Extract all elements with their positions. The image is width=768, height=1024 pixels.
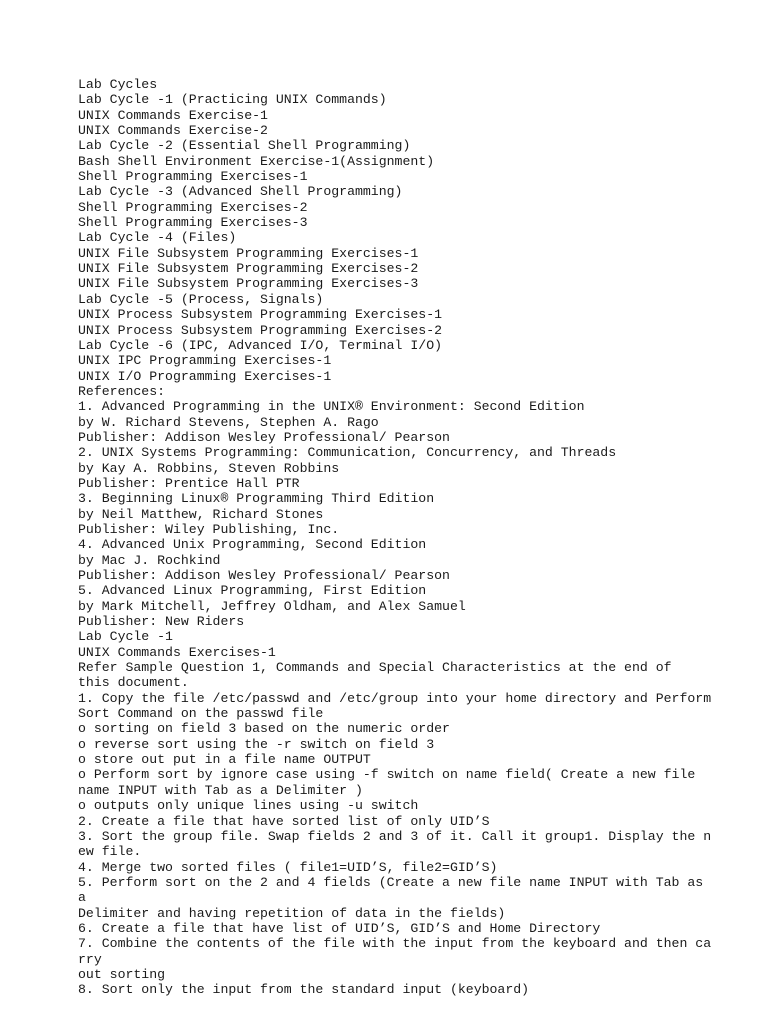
document-line: UNIX File Subsystem Programming Exercises-3 bbox=[78, 276, 419, 292]
document-line: rry bbox=[78, 951, 102, 967]
document-line: a bbox=[78, 890, 86, 906]
document-line: Lab Cycles bbox=[78, 77, 158, 92]
document-line: o sorting on field 3 based on the numeric order bbox=[78, 721, 450, 737]
document-line: Publisher: Wiley Publishing, Inc. bbox=[78, 521, 340, 537]
document-line: Bash Shell Environment Exercise-1(Assignment) bbox=[78, 153, 435, 169]
document-line: 4. Merge two sorted files ( file1=UID’S, file2=GID’S) bbox=[78, 859, 498, 875]
document-line: 5. Perform sort on the 2 and 4 fields (Create a new file name INPUT with Tab as bbox=[78, 874, 704, 890]
document-line: ew file. bbox=[78, 844, 142, 860]
document-line: name INPUT with Tab as a Delimiter ) bbox=[78, 782, 363, 798]
document-line: o outputs only unique lines using -u switch bbox=[78, 798, 419, 814]
document-line: 1. Copy the file /etc/passwd and /etc/group into your home directory and Perform bbox=[78, 690, 712, 706]
document-line: Publisher: Addison Wesley Professional/ Pearson bbox=[78, 429, 450, 445]
document-line: Sort Command on the passwd file bbox=[78, 706, 324, 722]
document-line: Lab Cycle -1 (Practicing UNIX Commands) bbox=[78, 92, 387, 108]
document-line: Lab Cycle -3 (Advanced Shell Programming) bbox=[78, 184, 403, 200]
document-line: UNIX Process Subsystem Programming Exercises-2 bbox=[78, 322, 443, 338]
document-line: 8. Sort only the input from the standard input (keyboard) bbox=[78, 982, 530, 998]
document-line: 3. Sort the group file. Swap fields 2 and 3 of it. Call it group1. Display the n bbox=[78, 828, 712, 844]
document-line: by W. Richard Stevens, Stephen A. Rago bbox=[78, 414, 379, 430]
document-line: UNIX Process Subsystem Programming Exercises-1 bbox=[78, 307, 443, 323]
document-line: out sorting bbox=[78, 966, 166, 982]
document-line: by Mac J. Rochkind bbox=[78, 552, 221, 568]
document-line: Lab Cycle -1 bbox=[78, 629, 173, 645]
document-line: Publisher: Addison Wesley Professional/ Pearson bbox=[78, 568, 450, 583]
document-line: Shell Programming Exercises-1 bbox=[78, 169, 308, 185]
document-line: Delimiter and having repetition of data in the fields) bbox=[78, 905, 506, 921]
document-line: 2. Create a file that have sorted list of only UID’S bbox=[78, 813, 490, 829]
document-line: UNIX IPC Programming Exercises-1 bbox=[78, 353, 332, 369]
document-line: Publisher: New Riders bbox=[78, 614, 245, 630]
document-line: Shell Programming Exercises-3 bbox=[78, 215, 308, 231]
document-line: Lab Cycle -5 (Process, Signals) bbox=[78, 291, 324, 307]
document-line: UNIX Commands Exercises-1 bbox=[78, 644, 276, 660]
document-line: 5. Advanced Linux Programming, First Edition bbox=[78, 583, 427, 599]
document-line: Publisher: Prentice Hall PTR bbox=[78, 475, 300, 491]
document-line: by Kay A. Robbins, Steven Robbins bbox=[78, 460, 340, 476]
document-line: by Neil Matthew, Richard Stones bbox=[78, 506, 324, 522]
document-line: o reverse sort using the -r switch on field 3 bbox=[78, 736, 435, 752]
document-line: 1. Advanced Programming in the UNIX® Environment: Second Edition bbox=[78, 399, 585, 415]
document-line: o store out put in a file name OUTPUT bbox=[78, 752, 371, 768]
document-line: UNIX Commands Exercise-2 bbox=[78, 123, 268, 139]
document-line: Refer Sample Question 1, Commands and Special Characteristics at the end of bbox=[78, 660, 672, 676]
document-line: 2. UNIX Systems Programming: Communication, Concurrency, and Threads bbox=[78, 445, 617, 461]
document-line: Lab Cycle -6 (IPC, Advanced I/O, Terminal I/O) bbox=[78, 337, 443, 353]
document-line: UNIX Commands Exercise-1 bbox=[78, 107, 268, 123]
document-line: 3. Beginning Linux® Programming Third Edition bbox=[78, 491, 435, 507]
document-line: 7. Combine the contents of the file with the input from the keyboard and then ca bbox=[78, 936, 712, 952]
document-line: Lab Cycle -4 (Files) bbox=[78, 230, 237, 246]
document-line: References: bbox=[78, 383, 166, 399]
document-line: by Mark Mitchell, Jeffrey Oldham, and Alex Samuel bbox=[78, 598, 466, 614]
document-line: o Perform sort by ignore case using -f switch on name field( Create a new file bbox=[78, 767, 696, 783]
document-line: 4. Advanced Unix Programming, Second Edition bbox=[78, 537, 427, 553]
document-line: 6. Create a file that have list of UID’S, GID’S and Home Directory bbox=[78, 920, 601, 936]
document-line: Lab Cycle -2 (Essential Shell Programming) bbox=[78, 138, 411, 154]
document-line: this document. bbox=[78, 675, 189, 691]
document-line: Shell Programming Exercises-2 bbox=[78, 199, 308, 215]
document-line: UNIX File Subsystem Programming Exercises-2 bbox=[78, 261, 419, 277]
document-line: UNIX File Subsystem Programming Exercises-1 bbox=[78, 245, 419, 261]
document-page bbox=[78, 77, 758, 998]
document-line: UNIX I/O Programming Exercises-1 bbox=[78, 368, 332, 384]
